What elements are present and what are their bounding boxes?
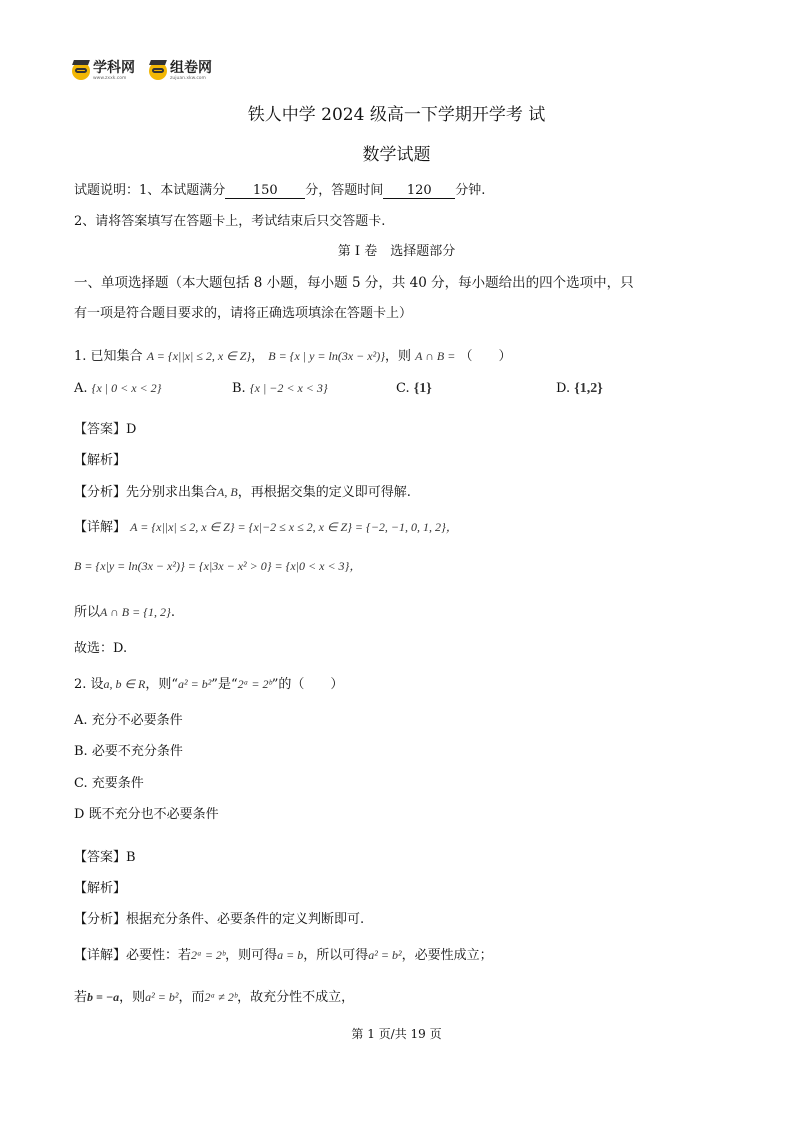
- instructions-text: 分，答题时间: [305, 183, 384, 198]
- fenxi-text: ，再根据交集的定义即可得解.: [237, 485, 411, 500]
- exam-subtitle: 数学试题: [362, 145, 431, 165]
- fenxi-tag: 【分析】: [74, 485, 127, 500]
- option-b: [232, 381, 328, 396]
- option-c: [396, 381, 432, 397]
- answer-value: B: [126, 850, 136, 865]
- option-c: [74, 772, 144, 791]
- math-detail: 2ᵃ ≠ 2ᵇ: [204, 990, 238, 1004]
- math-detail: b = −a: [87, 990, 120, 1004]
- question-text: ，则“: [145, 677, 178, 692]
- math-detail: 2ᵃ = 2ᵇ: [191, 948, 226, 962]
- detail-line-1: [74, 516, 458, 535]
- math-detail: B = {x|y = ln(3x − x²)} = {x|3x − x² > 0} = {x|0 < x < 3}，: [74, 559, 362, 573]
- option-label: B.: [74, 744, 88, 759]
- detail-tag: 【详解】: [74, 520, 127, 535]
- detail-text: ，则可得: [225, 948, 278, 963]
- answer-line: [74, 418, 136, 437]
- logo-zujuanwang: [149, 60, 212, 82]
- option-label: B.: [232, 381, 246, 396]
- section-intro-line-2: 有一项是符合题目要求的，请将正确选项填涂在答题卡上）: [74, 306, 413, 321]
- question-2-stem: [74, 673, 343, 692]
- math-detail: a² = b²: [368, 948, 402, 962]
- detail-text: .: [170, 605, 175, 620]
- option-text: 充要条件: [91, 776, 144, 791]
- answer-line: [74, 846, 136, 865]
- answer-tag: 【答案】: [74, 422, 127, 437]
- logo-url: www.zxxk.com: [93, 76, 127, 81]
- question-text: ，: [251, 349, 265, 364]
- exam-title: 铁人中学 2024 级高一下学期开学考 试: [247, 105, 546, 125]
- instructions-text: 分钟.: [455, 183, 486, 198]
- option-label: A.: [74, 713, 88, 728]
- fenxi-text: 根据充分条件、必要条件的定义判断即可.: [126, 912, 365, 927]
- score-value: 150: [225, 184, 305, 199]
- detail-line-1: [74, 944, 493, 963]
- question-text: ”的（ ）: [271, 677, 344, 692]
- option-a: [74, 709, 183, 728]
- option-text: {1,2}: [574, 381, 603, 396]
- option-a: [74, 381, 161, 396]
- detail-text: 必要性：若: [126, 948, 192, 963]
- fenxi-text: 先分别求出集合: [126, 485, 218, 500]
- question-text: 2. 设: [74, 677, 104, 692]
- logo-name: 组卷网: [170, 60, 212, 76]
- detail-text: ，而: [178, 990, 205, 1005]
- math-detail: a² = b²: [145, 990, 179, 1004]
- header-logos: [72, 60, 212, 82]
- detail-text: ，所以可得: [303, 948, 369, 963]
- detail-line-3: [74, 601, 175, 620]
- math-set-a: A = {x||x| ≤ 2, x ∈ Z}: [146, 349, 252, 363]
- option-text: 既不充分也不必要条件: [88, 807, 219, 822]
- section-heading: 第 I 卷 选择题部分: [337, 244, 456, 259]
- math-sets: A, B: [217, 485, 238, 499]
- option-label: A.: [74, 381, 88, 396]
- detail-text: 所以: [74, 605, 101, 620]
- fenxi-line: [74, 908, 364, 927]
- option-label: C.: [396, 381, 410, 396]
- time-value: 120: [383, 184, 455, 199]
- answer-value: D: [126, 422, 137, 437]
- detail-line-2: [74, 986, 354, 1005]
- logo-xuekewang: [72, 60, 135, 82]
- option-label: D.: [556, 381, 571, 396]
- detail-text: ，则: [119, 990, 146, 1005]
- logo-url: zujuan.xkw.com: [170, 76, 206, 81]
- math-cond-2: 2ᵃ = 2ᵇ: [237, 677, 272, 691]
- section-intro-line-1: 一、单项选择题（本大题包括 8 小题，每小题 5 分，共 40 分，每小题给出的四个选项中，只: [74, 275, 634, 291]
- math-set-b: B = {x | y = ln(3x − x²)}: [268, 349, 385, 363]
- mortarboard-icon: [149, 62, 167, 80]
- answer-tag: 【答案】: [74, 850, 127, 865]
- option-text: 必要不充分条件: [91, 744, 183, 759]
- fenxi-tag: 【分析】: [74, 912, 127, 927]
- question-text: ”是“: [211, 677, 238, 692]
- option-b: [74, 740, 183, 759]
- option-label: C.: [74, 776, 88, 791]
- question-1-stem: [74, 345, 512, 364]
- detail-tag: 【详解】: [74, 948, 127, 963]
- question-text: ，则: [385, 349, 412, 364]
- option-text: {x | 0 < x < 2}: [91, 381, 162, 395]
- logo-name: 学科网: [93, 60, 135, 76]
- math-vars: a, b ∈ R: [103, 677, 146, 691]
- analysis-tag: 【解析】: [74, 881, 127, 896]
- fenxi-line: [74, 481, 411, 500]
- option-d: [556, 381, 603, 397]
- math-detail: A ∩ B = {1, 2}: [100, 605, 171, 619]
- instructions-line-1: [74, 179, 485, 199]
- math-detail: A = {x||x| ≤ 2, x ∈ Z} = {x|−2 ≤ x ≤ 2, x ∈ Z} = {−2, −1, 0, 1, 2}，: [130, 520, 458, 534]
- instructions-line-2: 2、请将答案填写在答题卡上，考试结束后只交答题卡.: [74, 214, 386, 229]
- conclusion: 故选：D.: [74, 641, 128, 656]
- math-cond-1: a² = b²: [178, 677, 212, 691]
- option-text: {1}: [413, 381, 432, 396]
- option-label: D: [74, 807, 85, 822]
- answer-paren: （ ）: [459, 349, 512, 364]
- option-text: 充分不必要条件: [91, 713, 183, 728]
- detail-line-2: [74, 557, 361, 574]
- mortarboard-icon: [72, 62, 90, 80]
- analysis-tag: 【解析】: [74, 453, 127, 468]
- detail-text: ，故充分性不成立，: [237, 990, 355, 1005]
- option-d: [74, 803, 219, 822]
- math-intersection: A ∩ B =: [415, 349, 456, 363]
- detail-text: ，必要性成立；: [401, 948, 493, 963]
- detail-text: 若: [74, 990, 88, 1005]
- page-footer: 第 1 页/共 19 页: [351, 1027, 442, 1041]
- option-text: {x | −2 < x < 3}: [249, 381, 328, 395]
- question-text: 1. 已知集合: [74, 349, 143, 364]
- math-detail: a = b: [277, 948, 304, 962]
- instructions-text: 试题说明：1、本试题满分: [74, 183, 226, 198]
